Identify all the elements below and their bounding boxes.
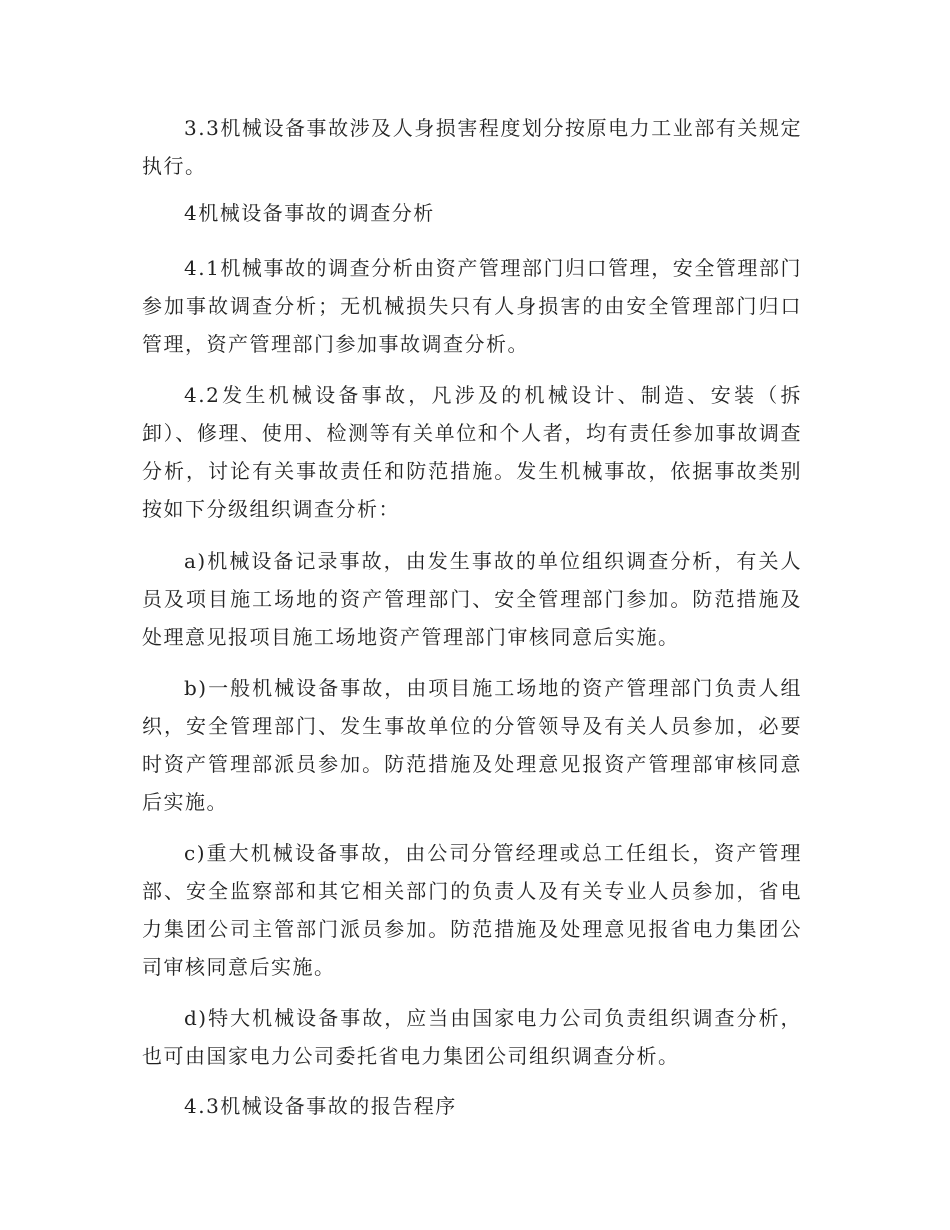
- paragraph-item-c: c)重大机械设备事故，由公司分管经理或总工任组长，资产管理部、安全监察部和其它相关部门的负责人及有关专业人员参加，省电力集团公司主管部门派员参加。防范措施及处理意见报省电力集团公司审核同意后实施。: [142, 841, 802, 979]
- paragraph-item-a: a)机械设备记录事故，由发生事故的单位组织调查分析，有关人员及项目施工场地的资产管理部门、安全管理部门参加。防范措施及处理意见报项目施工场地资产管理部门审核同意后实施。: [142, 549, 802, 649]
- paragraph-4-1: 4.1机械事故的调查分析由资产管理部门归口管理，安全管理部门参加事故调查分析；无机械损失只有人身损害的由安全管理部门归口管理，资产管理部门参加事故调查分析。: [142, 256, 802, 356]
- paragraph-item-b: b)一般机械设备事故，由项目施工场地的资产管理部门负责人组织，安全管理部门、发生事故单位的分管领导及有关人员参加，必要时资产管理部派员参加。防范措施及处理意见报资产管理部审核同意后实施。: [142, 676, 802, 814]
- paragraph-4-3: 4.3机械设备事故的报告程序: [184, 1094, 457, 1118]
- paragraph-4-2: 4.2发生机械设备事故，凡涉及的机械设计、制造、安装（拆卸）、修理、使用、检测等有关单位和个人者，均有责任参加事故调查分析，讨论有关事故责任和防范措施。发生机械事故，依据事故类别按如下分级组织调查分析：: [142, 383, 802, 521]
- paragraph-3-3: 3.3机械设备事故涉及人身损害程度划分按原电力工业部有关规定执行。: [142, 116, 802, 178]
- paragraph-item-d: d)特大机械设备事故，应当由国家电力公司负责组织调查分析，也可由国家电力公司委托省电力集团公司组织调查分析。: [142, 1006, 802, 1068]
- section-heading-4: 4机械设备事故的调查分析: [184, 201, 435, 225]
